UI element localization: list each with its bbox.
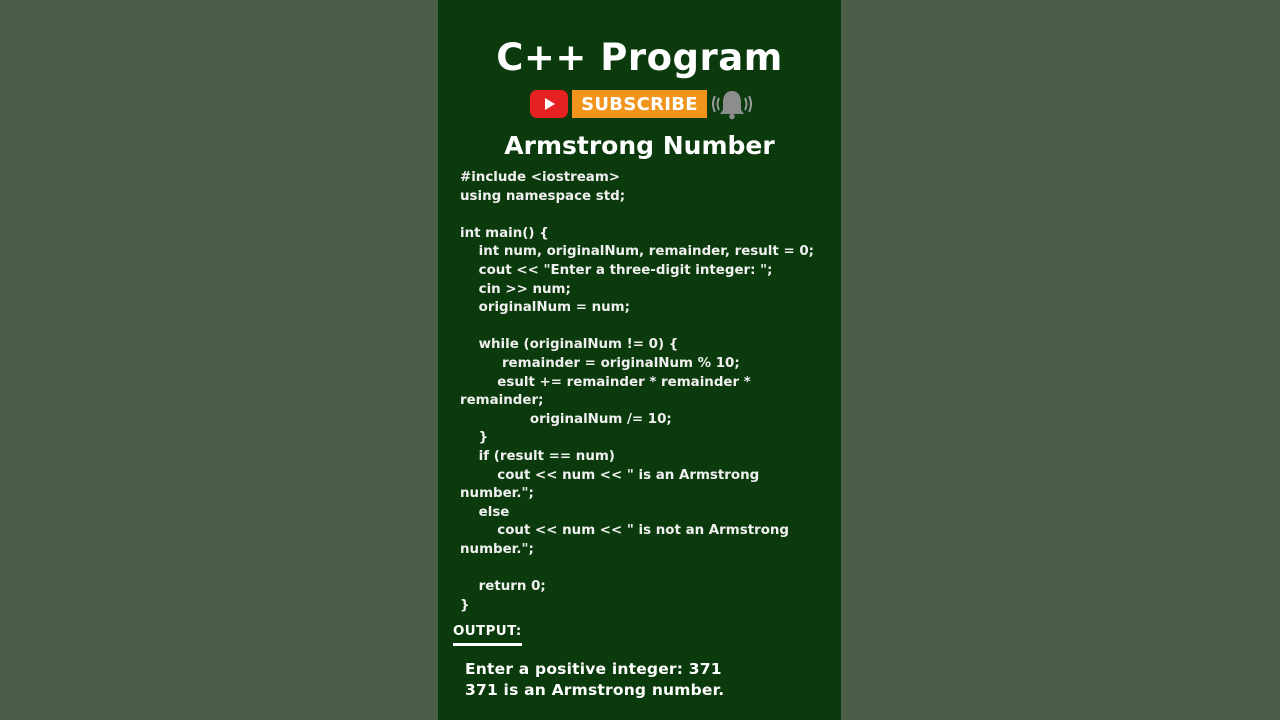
code-line: while (originalNum != 0) {: [460, 337, 679, 353]
code-line: return 0;: [460, 579, 546, 595]
code-line: }: [460, 430, 489, 446]
code-line: originalNum = num;: [460, 300, 630, 316]
code-line: [460, 318, 830, 337]
code-line: originalNum /= 10;: [460, 411, 672, 427]
youtube-play-icon[interactable]: [530, 90, 568, 118]
code-line: using namespace std;: [460, 188, 626, 204]
code-line: cout << num << " is an Armstrong: [460, 467, 760, 483]
output-line-2: 371 is an Armstrong number.: [465, 681, 725, 699]
page-subtitle: Armstrong Number: [504, 131, 775, 160]
code-line: esult += remainder * remainder *: [460, 374, 751, 390]
code-line: #include <iostream>: [460, 170, 621, 185]
code-line: else: [460, 504, 510, 520]
code-line: cin >> num;: [460, 281, 571, 297]
output-label: OUTPUT:: [453, 624, 522, 639]
code-line: number.";: [460, 486, 534, 502]
output-line-1: Enter a positive integer: 371: [465, 660, 722, 678]
right-backdrop: [841, 0, 1280, 720]
subscribe-button[interactable]: SUBSCRIBE: [572, 90, 707, 118]
bell-icon[interactable]: [709, 88, 755, 120]
code-line: [460, 206, 830, 225]
page-title: C++ Program: [496, 36, 783, 79]
output-underline: [453, 643, 522, 646]
code-line: }: [460, 597, 470, 613]
code-line: if (result == num): [460, 448, 615, 464]
video-frame: [438, 0, 841, 720]
left-backdrop: [0, 0, 438, 720]
code-line: int main() {: [460, 225, 549, 241]
code-line: [460, 559, 830, 578]
code-line: number.";: [460, 541, 534, 557]
code-line: int num, originalNum, remainder, result = 0;: [460, 244, 815, 260]
code-line: remainder = originalNum % 10;: [460, 355, 740, 371]
subscribe-banner[interactable]: [530, 89, 755, 119]
code-line: cout << num << " is not an Armstrong: [460, 523, 790, 539]
code-line: cout << "Enter a three-digit integer: ";: [460, 262, 773, 278]
code-line: remainder;: [460, 393, 544, 409]
code-block: [460, 169, 830, 615]
